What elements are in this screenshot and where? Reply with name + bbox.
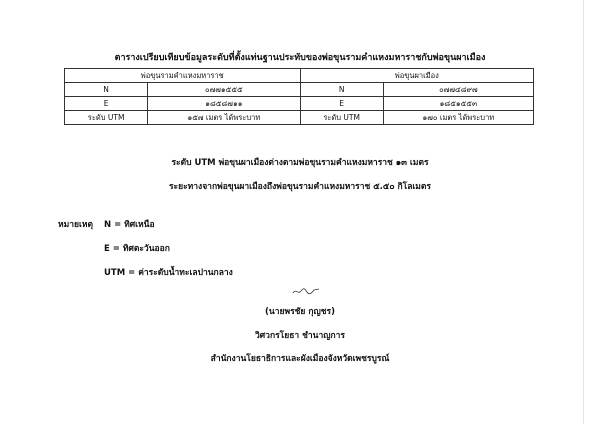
document-title: ตารางเปรียบเทียบข้อมูลระดับที่ตั้งแท่นฐานประทับของพ่อขุนรามคำแหงมหาราชกับพ่อขุนผาเมือง <box>114 53 486 63</box>
note-item-n: N = ทิศเหนือ <box>104 220 155 230</box>
note-item-e: E = ทิศตะวันออก <box>104 244 170 254</box>
utm-difference-line: ระดับ UTM พ่อขุนผาเมืองต่างตามพ่อขุนรามคำแหงมหาราช ๑๓ เมตร <box>171 158 429 168</box>
table-cell: E <box>300 97 383 111</box>
table-row <box>65 83 534 97</box>
table-cell: N <box>65 83 148 97</box>
scan-edge-line <box>583 0 584 424</box>
table-cell: ระดับ UTM <box>300 111 383 125</box>
signatory-name: (นายพรชัย กุญชร) <box>265 307 335 317</box>
table-cell: ๑๕๗ เมตร ได้พระบาท <box>148 111 300 125</box>
distance-line: ระยะทางจากพ่อขุนผาเมืองถึงพ่อขุนรามคำแหงมหาราช ๕.๕๐ กิโลเมตร <box>168 182 431 192</box>
table-cell: ๐๗๗๑๕๕๕ <box>148 83 300 97</box>
table-cell: N <box>300 83 383 97</box>
comparison-table <box>64 68 534 125</box>
table-header-ramkhamhaeng: พ่อขุนรามคำแหงมหาราช <box>65 69 301 83</box>
table-cell: E <box>65 97 148 111</box>
table-cell: ๑๘๕๑๕๕๓ <box>383 97 533 111</box>
table-header-row <box>65 69 534 83</box>
table-cell: ๑๘๕๘๗๑๑ <box>148 97 300 111</box>
table-cell: ๑๗๐ เมตร ได้พระบาท <box>383 111 533 125</box>
table-row <box>65 111 534 125</box>
table-row <box>65 97 534 111</box>
signatory-position: วิศวกรโยธา ชำนาญการ <box>255 331 345 341</box>
table-cell: ระดับ UTM <box>65 111 148 125</box>
notes-heading: หมายเหตุ <box>58 220 93 230</box>
table-header-phamuang: พ่อขุนผาเมือง <box>300 69 533 83</box>
signatory-office: สำนักงานโยธาธิการและผังเมืองจังหวัดเพชรบูรณ์ <box>210 354 390 364</box>
signature-mark <box>292 286 320 296</box>
note-item-utm: UTM = ค่าระดับน้ำทะเลปานกลาง <box>104 268 233 278</box>
table-cell: ๐๗๗๔๘๙๗ <box>383 83 533 97</box>
